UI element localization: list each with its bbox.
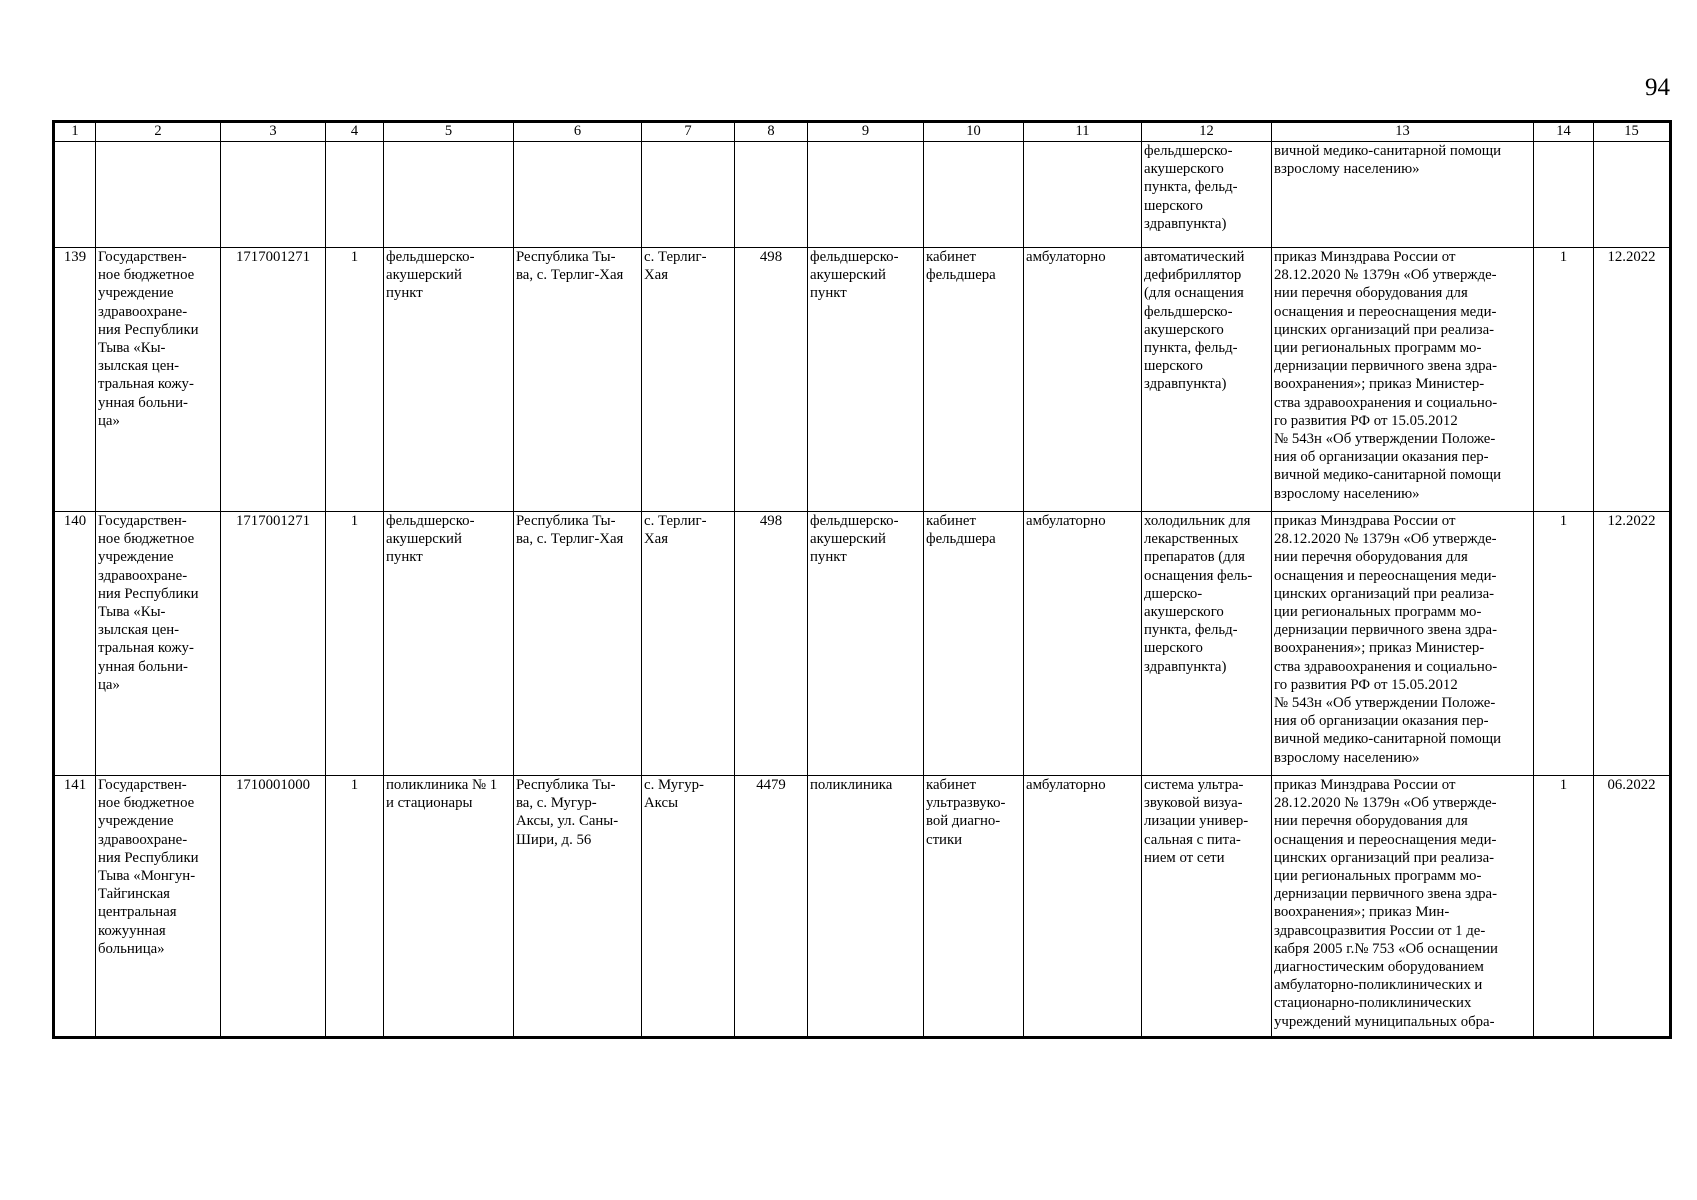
equipment-cell: система ультра- звуковой визуа- лизации универ- сальная с пита- нием от сети	[1142, 776, 1272, 1038]
column-header: 4	[326, 122, 384, 142]
row-number: 141	[54, 776, 96, 1038]
row-number: 140	[54, 512, 96, 776]
care-form-cell: амбулаторно	[1024, 776, 1142, 1038]
date-cell: 12.2022	[1594, 248, 1671, 512]
column-header: 2	[96, 122, 221, 142]
table-row	[54, 248, 1671, 512]
address-cell: Республика Ты- ва, с. Терлиг-Хая	[514, 248, 642, 512]
quantity-cell: 1	[1534, 776, 1594, 1038]
type-cell: 1	[326, 776, 384, 1038]
type-cell: 1	[326, 512, 384, 776]
unit-cell	[808, 142, 924, 248]
organization-cell: Государствен- ное бюджетное учреждение здравоохране- ния Республики Тыва «Кы- зылская цен- тральная кожу- унная больни- ца»	[96, 512, 221, 776]
room-cell: кабинет фельдшера	[924, 512, 1024, 776]
locality-cell: с. Мугур- Аксы	[642, 776, 735, 1038]
quantity-cell: 1	[1534, 512, 1594, 776]
unit-cell: фельдшерско- акушерский пункт	[808, 248, 924, 512]
basis-cell: приказ Минздрава России от 28.12.2020 № 1379н «Об утвержде- нии перечня оборудования для оснащения и переоснащения меди- цинских организаций при реализа- ции региональных программ мо- дернизации первичного звена здра- воохранения»; приказ Министер- ства здравоохранения и социально- го развития РФ от 15.05.2012 № 543н «Об утверждении Положе- ния об организации оказания пер- вичной медико-санитарной помощи взрослому населению»	[1272, 512, 1534, 776]
column-header: 5	[384, 122, 514, 142]
date-cell	[1594, 142, 1671, 248]
room-cell	[924, 142, 1024, 248]
basis-cell: приказ Минздрава России от 28.12.2020 № 1379н «Об утвержде- нии перечня оборудования для оснащения и переоснащения меди- цинских организаций при реализа- ции региональных программ мо- дернизации первичного звена здра- воохранения»; приказ Министер- ства здравоохранения и социально- го развития РФ от 15.05.2012 № 543н «Об утверждении Положе- ния об организации оказания пер- вичной медико-санитарной помощи взрослому населению»	[1272, 248, 1534, 512]
column-header: 3	[221, 122, 326, 142]
code-cell: 1717001271	[221, 512, 326, 776]
address-cell: Республика Ты- ва, с. Мугур- Аксы, ул. Саны- Шири, д. 56	[514, 776, 642, 1038]
care-form-cell: амбулаторно	[1024, 512, 1142, 776]
organization-cell	[96, 142, 221, 248]
unit-cell: поликлиника	[808, 776, 924, 1038]
type-cell	[326, 142, 384, 248]
page-number: 94	[1645, 74, 1670, 101]
room-cell: кабинет фельдшера	[924, 248, 1024, 512]
care-form-cell	[1024, 142, 1142, 248]
table-row	[54, 776, 1671, 1038]
address-cell: Республика Ты- ва, с. Терлиг-Хая	[514, 512, 642, 776]
column-number-row	[54, 122, 1671, 142]
unit-cell: фельдшерско- акушерский пункт	[808, 512, 924, 776]
column-header: 9	[808, 122, 924, 142]
facility-cell: фельдшерско- акушерский пункт	[384, 248, 514, 512]
row-number: 139	[54, 248, 96, 512]
facility-cell	[384, 142, 514, 248]
column-header: 1	[54, 122, 96, 142]
quantity-cell	[1534, 142, 1594, 248]
basis-cell: вичной медико-санитарной помощи взрослому населению»	[1272, 142, 1534, 248]
column-header: 11	[1024, 122, 1142, 142]
locality-cell	[642, 142, 735, 248]
code-cell: 1717001271	[221, 248, 326, 512]
table-row	[54, 142, 1671, 248]
population-cell: 4479	[735, 776, 808, 1038]
population-cell: 498	[735, 248, 808, 512]
column-header: 6	[514, 122, 642, 142]
basis-cell: приказ Минздрава России от 28.12.2020 № 1379н «Об утвержде- нии перечня оборудования для оснащения и переоснащения меди- цинских организаций при реализа- ции региональных программ мо- дернизации первичного звена здра- воохранения»; приказ Мин- здравсоцразвития России от 1 де- кабря 2005 г.№ 753 «Об оснащении диагностическим оборудованием амбулаторно-поликлинических и стационарно-поликлинических учреждений муниципальных обра-	[1272, 776, 1534, 1038]
code-cell: 1710001000	[221, 776, 326, 1038]
facility-cell: фельдшерско- акушерский пункт	[384, 512, 514, 776]
date-cell: 12.2022	[1594, 512, 1671, 776]
date-cell: 06.2022	[1594, 776, 1671, 1038]
facility-cell: поликлиника № 1 и стационары	[384, 776, 514, 1038]
column-header: 14	[1534, 122, 1594, 142]
column-header: 13	[1272, 122, 1534, 142]
row-number	[54, 142, 96, 248]
population-cell: 498	[735, 512, 808, 776]
column-header: 8	[735, 122, 808, 142]
room-cell: кабинет ультразвуко- вой диагно- стики	[924, 776, 1024, 1038]
locality-cell: с. Терлиг- Хая	[642, 248, 735, 512]
code-cell	[221, 142, 326, 248]
organization-cell: Государствен- ное бюджетное учреждение здравоохране- ния Республики Тыва «Кы- зылская цен- тральная кожу- унная больни- ца»	[96, 248, 221, 512]
type-cell: 1	[326, 248, 384, 512]
address-cell	[514, 142, 642, 248]
care-form-cell: амбулаторно	[1024, 248, 1142, 512]
equipment-cell: фельдшерско- акушерского пункта, фельд- шерского здравпункта)	[1142, 142, 1272, 248]
column-header: 15	[1594, 122, 1671, 142]
population-cell	[735, 142, 808, 248]
organization-cell: Государствен- ное бюджетное учреждение здравоохране- ния Республики Тыва «Монгун- Тайгинская центральная кожуунная больница»	[96, 776, 221, 1038]
locality-cell: с. Терлиг- Хая	[642, 512, 735, 776]
table-row	[54, 512, 1671, 776]
column-header: 10	[924, 122, 1024, 142]
column-header: 12	[1142, 122, 1272, 142]
quantity-cell: 1	[1534, 248, 1594, 512]
equipment-cell: автоматический дефибриллятор (для оснащения фельдшерско- акушерского пункта, фельд- шерского здравпункта)	[1142, 248, 1272, 512]
column-header: 7	[642, 122, 735, 142]
equipment-cell: холодильник для лекарственных препаратов (для оснащения фель- дшерско- акушерского пункта, фельд- шерского здравпункта)	[1142, 512, 1272, 776]
equipment-table	[52, 120, 1672, 1039]
